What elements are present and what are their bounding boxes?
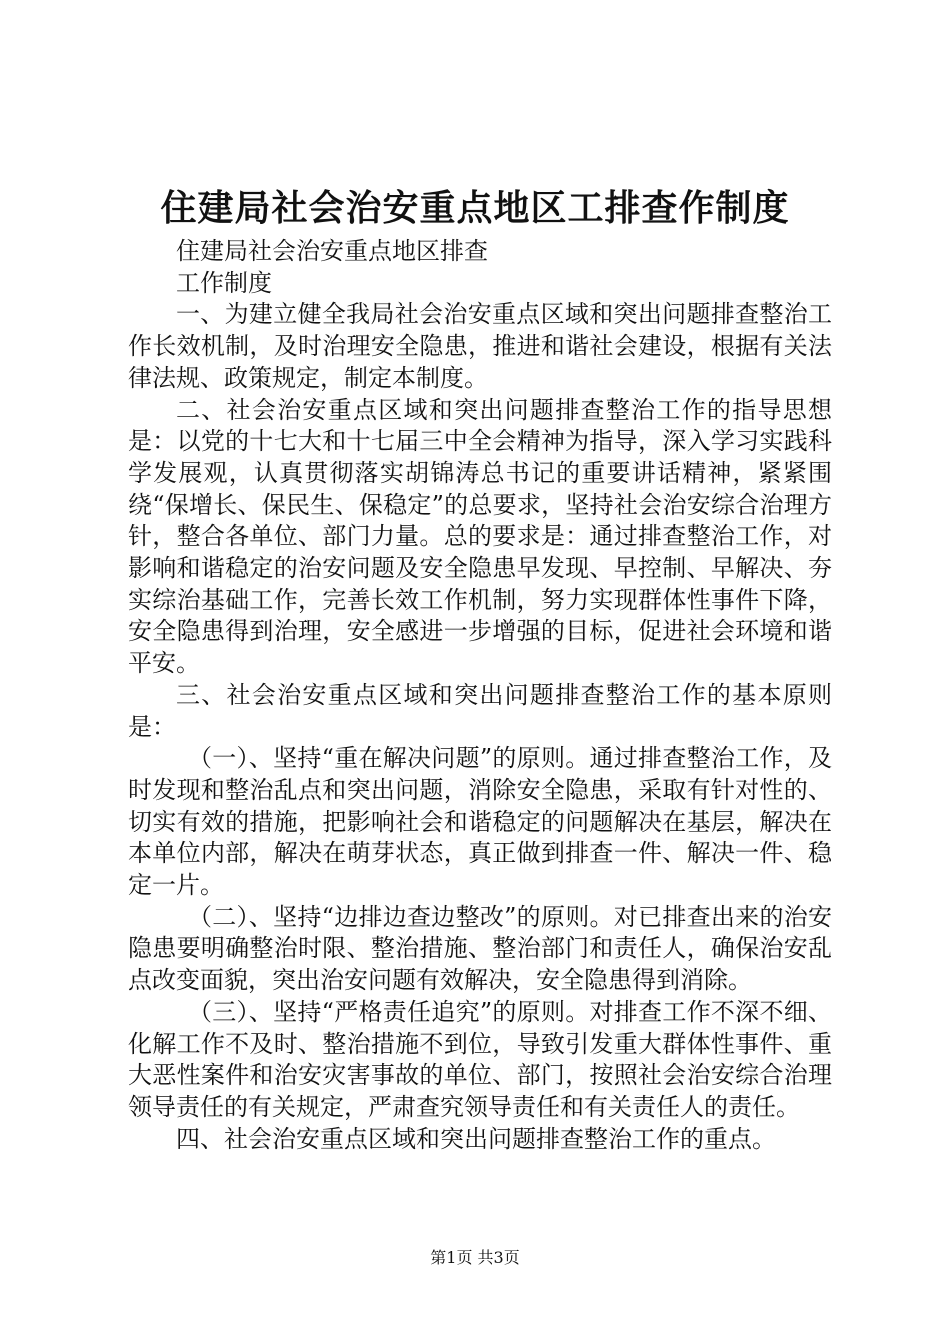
document-title: 住建局社会治安重点地区工排查作制度 — [160, 187, 790, 229]
page-number-footer: 第1页 共3页 — [430, 1248, 520, 1267]
document-body — [128, 236, 832, 1155]
subtitle-line-1: 住建局社会治安重点地区排查 — [176, 237, 488, 265]
subtitle-line-2: 工作制度 — [176, 268, 272, 297]
paragraph-3: 三、社会治安重点区域和突出问题排查整治工作的基本原则是： — [128, 680, 832, 741]
paragraph-5: （二）、坚持“边排边查边整改”的原则。对已排查出来的治安隐患要明确整治时限、整治措施、整治部门和责任人，确保治安乱点改变面貌，突出治安问题有效解决，安全隐患得到消除。 — [128, 902, 832, 995]
paragraph-4: （一）、坚持“重在解决问题”的原则。通过排查整治工作，及时发现和整治乱点和突出问题，消除安全隐患，采取有针对性的、切实有效的措施，把影响社会和谐稳定的问题解决在基层，解决在本单位内部，解决在萌芽状态，真正做到排查一件、解决一件、稳定一片。 — [128, 744, 832, 900]
paragraph-1: 一、为建立健全我局社会治安重点区域和突出问题排查整治工作长效机制，及时治理安全隐患，推进和谐社会建设，根据有关法律法规、政策规定，制定本制度。 — [128, 300, 832, 392]
paragraph-2: 二、社会治安重点区域和突出问题排查整治工作的指导思想是：以党的十七大和十七届三中全会精神为指导，深入学习实践科学发展观，认真贯彻落实胡锦涛总书记的重要讲话精神，紧紧围绕“保增长、保民生、保稳定”的总要求，坚持社会治安综合治理方针，整合各单位、部门力量。总的要求是：通过排查整治工作，对影响和谐稳定的治安问题及安全隐患早发现、早控制、早解决、夯实综治基础工作，完善长效工作机制，努力实现群体性事件下降，安全隐患得到治理，安全感进一步增强的目标，促进社会环境和谐平安。 — [128, 395, 832, 678]
paragraph-7: 四、社会治安重点区域和突出问题排查整治工作的重点。 — [176, 1124, 776, 1153]
paragraph-6: （三）、坚持“严格责任追究”的原则。对排查工作不深不细、化解工作不及时、整治措施不到位，导致引发重大群体性事件、重大恶性案件和治安灾害事故的单位、部门，按照社会治安综合治理领导责任的有关规定，严肃查究领导责任和有关责任人的责任。 — [128, 997, 832, 1121]
